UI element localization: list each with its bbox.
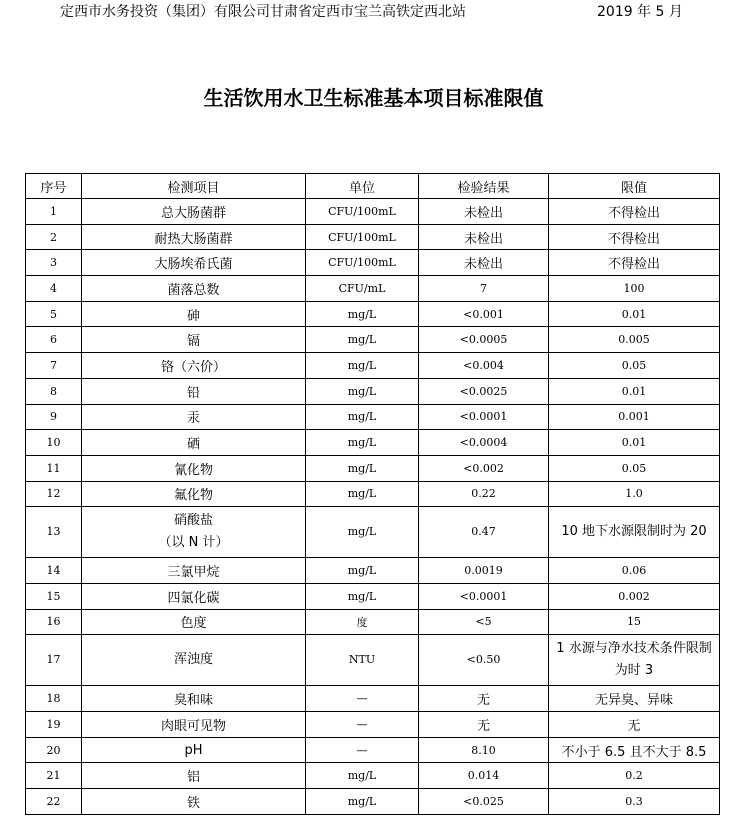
cell-result: [419, 737, 549, 763]
table-row: [26, 686, 720, 712]
cell-unit: [306, 635, 419, 686]
table-row: [26, 430, 720, 456]
table-row: [26, 789, 720, 815]
cell-item: [82, 224, 306, 250]
cell-item-text: 铅: [186, 385, 200, 401]
cell-limit-text: 不小于 6.5 且不大于 8.5: [561, 744, 707, 760]
cell-unit: [306, 481, 419, 507]
cell-limit-text: 不得检出: [607, 257, 660, 273]
cell-item: [82, 609, 306, 635]
cell-seq: [26, 712, 82, 738]
cell-result: [419, 327, 549, 353]
header-item: 检测项目: [82, 174, 306, 199]
cell-result-text: 0.47: [471, 525, 496, 539]
cell-item-text: pH: [184, 742, 203, 758]
cell-unit-text: —: [356, 692, 368, 706]
cell-result-text: <0.002: [463, 461, 504, 475]
cell-limit-text: 0.005: [618, 333, 650, 347]
header-result: 检验结果: [419, 174, 549, 199]
cell-result-text: <0.0001: [459, 589, 508, 603]
cell-result: [419, 789, 549, 815]
table-row: [26, 609, 720, 635]
cell-seq-text: 6: [50, 333, 57, 347]
cell-seq-text: 2: [50, 230, 57, 244]
cell-item: [82, 481, 306, 507]
cell-limit: [549, 763, 720, 789]
cell-seq: [26, 353, 82, 379]
cell-item-text: 四氯化碳: [167, 590, 220, 606]
standards-table: [25, 173, 720, 815]
cell-seq-text: 1: [50, 204, 57, 218]
cell-unit-text: mg/L: [347, 564, 377, 578]
cell-item: [82, 250, 306, 276]
cell-seq: [26, 199, 82, 225]
cell-seq: [26, 789, 82, 815]
table-row: [26, 455, 720, 481]
cell-limit: [549, 327, 720, 353]
cell-unit-text: CFU/100mL: [328, 204, 396, 218]
cell-seq-text: 12: [46, 487, 61, 501]
cell-result: [419, 635, 549, 686]
cell-seq-text: 11: [46, 461, 61, 475]
cell-unit: [306, 737, 419, 763]
cell-item: [82, 276, 306, 302]
cell-unit: [306, 583, 419, 609]
cell-result: [419, 455, 549, 481]
cell-seq: [26, 737, 82, 763]
cell-seq: [26, 609, 82, 635]
cell-limit: [549, 737, 720, 763]
cell-seq-text: 13: [46, 525, 61, 539]
table-row: [26, 327, 720, 353]
cell-item-text: 镉: [186, 334, 200, 350]
cell-unit: [306, 250, 419, 276]
cell-seq: [26, 507, 82, 558]
cell-item: [82, 737, 306, 763]
cell-limit: [549, 430, 720, 456]
cell-seq-text: 9: [50, 410, 57, 424]
table-row: [26, 276, 720, 302]
cell-limit: [549, 507, 720, 558]
table-row: [26, 199, 720, 225]
cell-result-text: 无: [476, 718, 490, 734]
cell-unit: [306, 199, 419, 225]
cell-unit-text: CFU/100mL: [328, 230, 396, 244]
table-header-row: [26, 174, 720, 199]
cell-seq: [26, 430, 82, 456]
cell-seq: [26, 583, 82, 609]
cell-result: [419, 481, 549, 507]
cell-limit-text: 0.001: [618, 410, 650, 424]
cell-item: [82, 507, 306, 558]
cell-limit-text: 0.002: [618, 589, 650, 603]
cell-unit-text: mg/L: [347, 525, 377, 539]
cell-limit-text: 10 地下水源限制时为 20: [561, 524, 707, 540]
cell-unit: [306, 455, 419, 481]
cell-limit-text: 0.06: [621, 564, 647, 578]
cell-result: [419, 558, 549, 584]
cell-seq: [26, 378, 82, 404]
cell-seq: [26, 301, 82, 327]
cell-item-text: 耐热大肠菌群: [154, 231, 233, 247]
cell-limit: [549, 712, 720, 738]
cell-limit-text: 无异臭、异味: [594, 693, 673, 709]
cell-unit-text: mg/L: [347, 384, 377, 398]
table-row: [26, 353, 720, 379]
cell-result: [419, 224, 549, 250]
cell-unit-text: mg/L: [347, 487, 377, 501]
cell-limit-text: 为时 3: [614, 663, 654, 679]
cell-limit: [549, 558, 720, 584]
cell-result-text: 无: [476, 693, 490, 709]
cell-result: [419, 763, 549, 789]
cell-seq-text: 19: [46, 717, 61, 731]
header-seq: 序号: [26, 174, 82, 199]
cell-unit-text: —: [356, 743, 368, 757]
cell-unit: [306, 276, 419, 302]
cell-item: [82, 635, 306, 686]
report-date: 2019 年 5 月: [597, 4, 683, 20]
cell-item-text: 砷: [186, 308, 200, 324]
cell-result-text: <0.001: [463, 307, 504, 321]
cell-item-text: 铬（六价）: [160, 359, 226, 375]
cell-unit: [306, 609, 419, 635]
document-title: 生活饮用水卫生标准基本项目标准限值: [203, 86, 544, 110]
cell-limit-text: 0.05: [621, 461, 647, 475]
cell-result: [419, 301, 549, 327]
cell-seq: [26, 455, 82, 481]
cell-seq: [26, 635, 82, 686]
cell-limit: [549, 404, 720, 430]
cell-item: [82, 763, 306, 789]
cell-result-text: 未检出: [463, 205, 503, 221]
cell-limit: [549, 686, 720, 712]
cell-limit: [549, 789, 720, 815]
cell-result: [419, 353, 549, 379]
cell-limit-text: 1.0: [625, 487, 643, 501]
cell-unit-text: mg/L: [347, 436, 377, 450]
cell-seq-text: 10: [46, 436, 61, 450]
cell-unit: [306, 430, 419, 456]
table-row: [26, 583, 720, 609]
cell-item-text: 菌落总数: [167, 282, 220, 298]
cell-limit-text: 0.01: [621, 307, 647, 321]
cell-unit: [306, 353, 419, 379]
cell-seq-text: 21: [46, 769, 61, 783]
cell-result: [419, 609, 549, 635]
cell-seq: [26, 327, 82, 353]
cell-result-text: 7: [480, 281, 487, 295]
cell-seq-text: 4: [50, 281, 57, 295]
cell-unit-text: —: [356, 717, 368, 731]
cell-result: [419, 686, 549, 712]
cell-unit: [306, 224, 419, 250]
cell-seq-text: 20: [46, 743, 61, 757]
cell-item: [82, 378, 306, 404]
cell-result-text: <0.0025: [459, 384, 508, 398]
cell-seq: [26, 481, 82, 507]
cell-limit-text: 100: [623, 281, 645, 295]
cell-unit: [306, 712, 419, 738]
cell-seq-text: 8: [50, 384, 57, 398]
cell-unit-text: mg/L: [347, 769, 377, 783]
cell-item-text: 肉眼可见物: [160, 718, 226, 734]
cell-unit-text: CFU/mL: [338, 281, 386, 295]
cell-seq-text: 16: [46, 615, 61, 629]
cell-unit: [306, 404, 419, 430]
cell-limit-text: 0.2: [625, 769, 643, 783]
cell-result-text: 8.10: [471, 743, 496, 757]
table-row: [26, 712, 720, 738]
cell-unit: [306, 686, 419, 712]
cell-seq-text: 17: [46, 653, 61, 667]
cell-item: [82, 199, 306, 225]
cell-unit: [306, 789, 419, 815]
cell-seq-text: 22: [46, 794, 61, 808]
cell-result-text: <0.50: [466, 653, 501, 667]
cell-result-text: <0.0004: [459, 436, 508, 450]
table-row: [26, 378, 720, 404]
cell-item-text: 汞: [186, 411, 200, 427]
cell-item-text: 铁: [186, 795, 200, 811]
cell-item-text: 总大肠菌群: [160, 205, 226, 221]
cell-limit-text: 0.01: [621, 436, 647, 450]
cell-unit-text: mg/L: [347, 589, 377, 603]
cell-item: [82, 789, 306, 815]
cell-result: [419, 378, 549, 404]
cell-item: [82, 712, 306, 738]
cell-seq-text: 18: [46, 692, 61, 706]
table-row: [26, 737, 720, 763]
cell-seq: [26, 276, 82, 302]
cell-unit-text: NTU: [348, 653, 376, 667]
cell-limit: [549, 250, 720, 276]
cell-limit-text: 0.3: [625, 794, 643, 808]
cell-result: [419, 507, 549, 558]
cell-item: [82, 583, 306, 609]
organization-name: 定西市水务投资（集团）有限公司甘肃省定西市宝兰高铁定西北站: [60, 4, 466, 20]
cell-unit: [306, 763, 419, 789]
cell-unit-text: mg/L: [347, 461, 377, 475]
cell-limit: [549, 481, 720, 507]
cell-result-text: <0.025: [463, 794, 504, 808]
cell-unit: [306, 507, 419, 558]
cell-item-text: 铝: [186, 770, 200, 786]
cell-result: [419, 583, 549, 609]
cell-result-text: 未检出: [463, 257, 503, 273]
header-unit: 单位: [306, 174, 419, 199]
cell-item-text: 臭和味: [173, 693, 213, 709]
cell-seq: [26, 224, 82, 250]
cell-result: [419, 276, 549, 302]
cell-result-text: <0.0001: [459, 410, 508, 424]
cell-unit: [306, 378, 419, 404]
cell-result-text: 0.0019: [464, 564, 503, 578]
cell-item: [82, 301, 306, 327]
cell-limit-text: 不得检出: [607, 205, 660, 221]
cell-result-text: 0.014: [467, 769, 500, 783]
cell-item-text: （以 N 计）: [158, 535, 229, 551]
table-row: [26, 635, 720, 686]
document-header: [0, 0, 747, 26]
cell-limit: [549, 378, 720, 404]
cell-item: [82, 686, 306, 712]
cell-seq: [26, 558, 82, 584]
cell-seq: [26, 250, 82, 276]
cell-limit: [549, 609, 720, 635]
table-row: [26, 224, 720, 250]
cell-item-text: 色度: [180, 616, 207, 632]
cell-result-text: 0.22: [471, 487, 496, 501]
cell-limit: [549, 455, 720, 481]
cell-seq-text: 14: [46, 564, 61, 578]
cell-item-text: 三氯甲烷: [167, 565, 220, 581]
cell-unit: [306, 301, 419, 327]
cell-limit: [549, 353, 720, 379]
table-row: [26, 507, 720, 558]
cell-result-text: <0.0005: [459, 333, 508, 347]
cell-result: [419, 199, 549, 225]
cell-seq-text: 5: [50, 307, 57, 321]
cell-limit-text: 无: [627, 718, 641, 734]
table-row: [26, 301, 720, 327]
cell-item: [82, 404, 306, 430]
cell-seq-text: 7: [50, 358, 57, 372]
cell-item: [82, 430, 306, 456]
cell-unit: [306, 558, 419, 584]
table-row: [26, 404, 720, 430]
cell-item-text: 氰化物: [173, 462, 213, 478]
cell-unit-text: mg/L: [347, 410, 377, 424]
cell-unit-text: 度: [356, 615, 368, 629]
cell-item-text: 大肠埃希氏菌: [154, 257, 233, 273]
cell-item: [82, 327, 306, 353]
cell-result: [419, 404, 549, 430]
cell-result: [419, 430, 549, 456]
cell-seq: [26, 686, 82, 712]
cell-item: [82, 353, 306, 379]
cell-item-text: 硝酸盐: [173, 513, 213, 529]
cell-seq-text: 15: [46, 589, 61, 603]
table-row: [26, 558, 720, 584]
cell-limit: [549, 301, 720, 327]
cell-seq: [26, 763, 82, 789]
table-row: [26, 481, 720, 507]
cell-item-text: 氟化物: [173, 488, 213, 504]
cell-unit-text: mg/L: [347, 358, 377, 372]
cell-unit: [306, 327, 419, 353]
cell-seq-text: 3: [50, 256, 57, 270]
cell-limit: [549, 276, 720, 302]
cell-result-text: <5: [475, 615, 492, 629]
cell-limit-text: 0.05: [621, 358, 647, 372]
cell-limit-text: 15: [627, 615, 641, 629]
header-limit: 限值: [549, 174, 720, 199]
cell-item: [82, 455, 306, 481]
cell-unit-text: CFU/100mL: [328, 256, 396, 270]
cell-limit-text: 0.01: [621, 384, 647, 398]
cell-result-text: 未检出: [463, 231, 503, 247]
cell-result-text: <0.004: [463, 358, 504, 372]
cell-unit-text: mg/L: [347, 333, 377, 347]
cell-item-text: 浑浊度: [173, 652, 213, 668]
table-row: [26, 250, 720, 276]
cell-unit-text: mg/L: [347, 307, 377, 321]
cell-result: [419, 712, 549, 738]
cell-seq: [26, 404, 82, 430]
cell-limit-text: 1 水源与净水技术条件限制: [556, 641, 712, 657]
cell-limit: [549, 583, 720, 609]
cell-limit-text: 不得检出: [607, 231, 660, 247]
cell-limit: [549, 199, 720, 225]
cell-item-text: 硒: [186, 437, 200, 453]
cell-limit: [549, 635, 720, 686]
cell-limit: [549, 224, 720, 250]
cell-item: [82, 558, 306, 584]
cell-result: [419, 250, 549, 276]
table-row: [26, 763, 720, 789]
cell-unit-text: mg/L: [347, 794, 377, 808]
